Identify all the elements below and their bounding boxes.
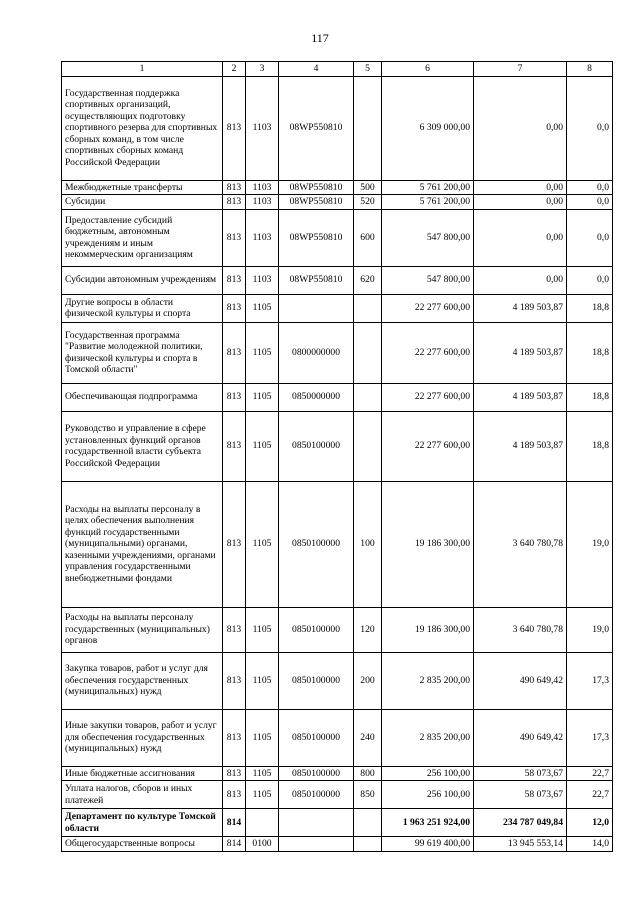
expense-type-cell [354, 322, 382, 383]
table-row [62, 709, 613, 766]
table-row [62, 481, 613, 607]
row-name-cell: Расходы на выплаты персоналу государственных (муниципальных) органов [62, 607, 223, 652]
column-header: 5 [354, 62, 382, 77]
department-code-cell: 813 [223, 209, 246, 266]
expense-type-cell [354, 411, 382, 481]
plan-amount-cell: 22 277 600,00 [382, 322, 474, 383]
department-code-cell: 813 [223, 481, 246, 607]
expense-type-cell [354, 837, 382, 852]
expense-type-cell [354, 294, 382, 322]
section-code-cell [246, 809, 279, 837]
percent-cell: 18,8 [567, 294, 613, 322]
plan-amount-cell: 1 963 251 924,00 [382, 809, 474, 837]
table-row [62, 837, 613, 852]
department-code-cell: 813 [223, 195, 246, 210]
plan-amount-cell: 6 309 000,00 [382, 76, 474, 180]
section-code-cell: 1105 [246, 766, 279, 781]
expense-type-cell: 520 [354, 195, 382, 210]
percent-cell: 22,7 [567, 766, 613, 781]
plan-amount-cell: 22 277 600,00 [382, 383, 474, 411]
target-article-cell: 08WP550810 [279, 180, 354, 195]
plan-amount-cell: 547 800,00 [382, 266, 474, 294]
department-code-cell: 813 [223, 76, 246, 180]
section-code-cell: 1103 [246, 180, 279, 195]
expense-type-cell: 200 [354, 652, 382, 709]
target-article-cell: 0850100000 [279, 652, 354, 709]
percent-cell: 18,8 [567, 383, 613, 411]
table-row [62, 180, 613, 195]
table-row [62, 607, 613, 652]
section-code-cell: 1103 [246, 195, 279, 210]
column-header: 2 [223, 62, 246, 77]
actual-amount-cell: 4 189 503,87 [474, 383, 567, 411]
department-code-cell: 813 [223, 766, 246, 781]
expense-type-cell: 800 [354, 766, 382, 781]
section-code-cell: 1105 [246, 383, 279, 411]
plan-amount-cell: 19 186 300,00 [382, 607, 474, 652]
target-article-cell: 0850100000 [279, 607, 354, 652]
page-number: 117 [311, 31, 329, 45]
section-code-cell: 1105 [246, 322, 279, 383]
column-header: 8 [567, 62, 613, 77]
row-name-cell: Руководство и управление в сфере установленных функций органов государственной власти субъекта Российской Федерации [62, 411, 223, 481]
section-code-cell: 1105 [246, 781, 279, 809]
plan-amount-cell: 22 277 600,00 [382, 411, 474, 481]
expense-type-cell: 100 [354, 481, 382, 607]
percent-cell: 0,0 [567, 209, 613, 266]
target-article-cell: 0850000000 [279, 383, 354, 411]
actual-amount-cell: 58 073,67 [474, 781, 567, 809]
section-code-cell: 1103 [246, 209, 279, 266]
actual-amount-cell: 234 787 049,84 [474, 809, 567, 837]
target-article-cell: 0850100000 [279, 781, 354, 809]
plan-amount-cell: 547 800,00 [382, 209, 474, 266]
actual-amount-cell: 490 649,42 [474, 652, 567, 709]
percent-cell: 22,7 [567, 781, 613, 809]
target-article-cell [279, 294, 354, 322]
plan-amount-cell: 256 100,00 [382, 781, 474, 809]
target-article-cell: 08WP550810 [279, 266, 354, 294]
expense-type-cell: 850 [354, 781, 382, 809]
plan-amount-cell: 22 277 600,00 [382, 294, 474, 322]
table-row [62, 383, 613, 411]
actual-amount-cell: 4 189 503,87 [474, 294, 567, 322]
actual-amount-cell: 0,00 [474, 76, 567, 180]
row-name-cell: Уплата налогов, сборов и иных платежей [62, 781, 223, 809]
percent-cell: 17,3 [567, 652, 613, 709]
expense-type-cell [354, 76, 382, 180]
actual-amount-cell: 3 640 780,78 [474, 481, 567, 607]
actual-amount-cell: 13 945 553,14 [474, 837, 567, 852]
row-name-cell: Межбюджетные трансферты [62, 180, 223, 195]
row-name-cell: Общегосударственные вопросы [62, 837, 223, 852]
row-name-cell: Департамент по культуре Томской области [62, 809, 223, 837]
department-code-cell: 813 [223, 294, 246, 322]
row-name-cell: Закупка товаров, работ и услуг для обеспечения государственных (муниципальных) нужд [62, 652, 223, 709]
row-name-cell: Субсидии [62, 195, 223, 210]
percent-cell: 0,0 [567, 76, 613, 180]
plan-amount-cell: 256 100,00 [382, 766, 474, 781]
plan-amount-cell: 99 619 400,00 [382, 837, 474, 852]
table-row [62, 781, 613, 809]
table-row [62, 652, 613, 709]
plan-amount-cell: 2 835 200,00 [382, 652, 474, 709]
column-header: 4 [279, 62, 354, 77]
actual-amount-cell: 0,00 [474, 180, 567, 195]
row-name-cell: Предоставление субсидий бюджетным, автономным учреждениям и иным некоммерческим организациям [62, 209, 223, 266]
row-name-cell: Иные закупки товаров, работ и услуг для обеспечения государственных (муниципальных) нужд [62, 709, 223, 766]
section-code-cell: 1105 [246, 294, 279, 322]
percent-cell: 0,0 [567, 195, 613, 210]
plan-amount-cell: 19 186 300,00 [382, 481, 474, 607]
target-article-cell: 08WP550810 [279, 209, 354, 266]
actual-amount-cell: 0,00 [474, 209, 567, 266]
table-row [62, 266, 613, 294]
column-header: 7 [474, 62, 567, 77]
expense-type-cell: 240 [354, 709, 382, 766]
table-row [62, 195, 613, 210]
department-code-cell: 814 [223, 837, 246, 852]
percent-cell: 0,0 [567, 180, 613, 195]
actual-amount-cell: 490 649,42 [474, 709, 567, 766]
department-code-cell: 813 [223, 266, 246, 294]
section-code-cell: 1105 [246, 607, 279, 652]
department-code-cell: 813 [223, 652, 246, 709]
target-article-cell: 08WP550810 [279, 76, 354, 180]
budget-table [61, 61, 613, 852]
target-article-cell: 0800000000 [279, 322, 354, 383]
section-code-cell: 0100 [246, 837, 279, 852]
expense-type-cell: 620 [354, 266, 382, 294]
percent-cell: 12,0 [567, 809, 613, 837]
target-article-cell [279, 809, 354, 837]
table-row [62, 209, 613, 266]
actual-amount-cell: 4 189 503,87 [474, 411, 567, 481]
department-code-cell: 813 [223, 411, 246, 481]
expense-type-cell: 500 [354, 180, 382, 195]
plan-amount-cell: 5 761 200,00 [382, 195, 474, 210]
percent-cell: 14,0 [567, 837, 613, 852]
percent-cell: 0,0 [567, 266, 613, 294]
table-row [62, 809, 613, 837]
department-code-cell: 813 [223, 709, 246, 766]
target-article-cell: 0850100000 [279, 411, 354, 481]
plan-amount-cell: 2 835 200,00 [382, 709, 474, 766]
table-body [62, 76, 613, 851]
expense-type-cell [354, 383, 382, 411]
table-row [62, 766, 613, 781]
expense-type-cell: 120 [354, 607, 382, 652]
section-code-cell: 1105 [246, 481, 279, 607]
department-code-cell: 813 [223, 383, 246, 411]
target-article-cell: 08WP550810 [279, 195, 354, 210]
table-row [62, 76, 613, 180]
column-header: 6 [382, 62, 474, 77]
section-code-cell: 1105 [246, 709, 279, 766]
department-code-cell: 813 [223, 781, 246, 809]
target-article-cell: 0850100000 [279, 709, 354, 766]
row-name-cell: Другие вопросы в области физической культуры и спорта [62, 294, 223, 322]
actual-amount-cell: 3 640 780,78 [474, 607, 567, 652]
column-header: 3 [246, 62, 279, 77]
row-name-cell: Иные бюджетные ассигнования [62, 766, 223, 781]
row-name-cell: Обеспечивающая подпрограмма [62, 383, 223, 411]
row-name-cell: Субсидии автономным учреждениям [62, 266, 223, 294]
expense-type-cell: 600 [354, 209, 382, 266]
table-row [62, 322, 613, 383]
row-name-cell: Расходы на выплаты персоналу в целях обеспечения выполнения функций государственными (муниципальными) органами, казенными учреждениями, органами управления государственными внебюджетными фондами [62, 481, 223, 607]
department-code-cell: 813 [223, 322, 246, 383]
actual-amount-cell: 0,00 [474, 266, 567, 294]
department-code-cell: 813 [223, 607, 246, 652]
header-row [62, 62, 613, 77]
percent-cell: 17,3 [567, 709, 613, 766]
plan-amount-cell: 5 761 200,00 [382, 180, 474, 195]
percent-cell: 19,0 [567, 607, 613, 652]
target-article-cell: 0850100000 [279, 481, 354, 607]
target-article-cell: 0850100000 [279, 766, 354, 781]
table-row [62, 294, 613, 322]
column-header: 1 [62, 62, 223, 77]
section-code-cell: 1103 [246, 76, 279, 180]
department-code-cell: 813 [223, 180, 246, 195]
percent-cell: 18,8 [567, 322, 613, 383]
percent-cell: 18,8 [567, 411, 613, 481]
section-code-cell: 1103 [246, 266, 279, 294]
row-name-cell: Государственная поддержка спортивных организаций, осуществляющих подготовку спортивного резерва для спортивных сборных команд, в том числе спортивных сборных команд Российской Федерации [62, 76, 223, 180]
section-code-cell: 1105 [246, 411, 279, 481]
expense-type-cell [354, 809, 382, 837]
section-code-cell: 1105 [246, 652, 279, 709]
table-row [62, 411, 613, 481]
actual-amount-cell: 0,00 [474, 195, 567, 210]
actual-amount-cell: 58 073,67 [474, 766, 567, 781]
percent-cell: 19,0 [567, 481, 613, 607]
target-article-cell [279, 837, 354, 852]
row-name-cell: Государственная программа "Развитие молодежной политики, физической культуры и спорта в Томской области" [62, 322, 223, 383]
actual-amount-cell: 4 189 503,87 [474, 322, 567, 383]
department-code-cell: 814 [223, 809, 246, 837]
